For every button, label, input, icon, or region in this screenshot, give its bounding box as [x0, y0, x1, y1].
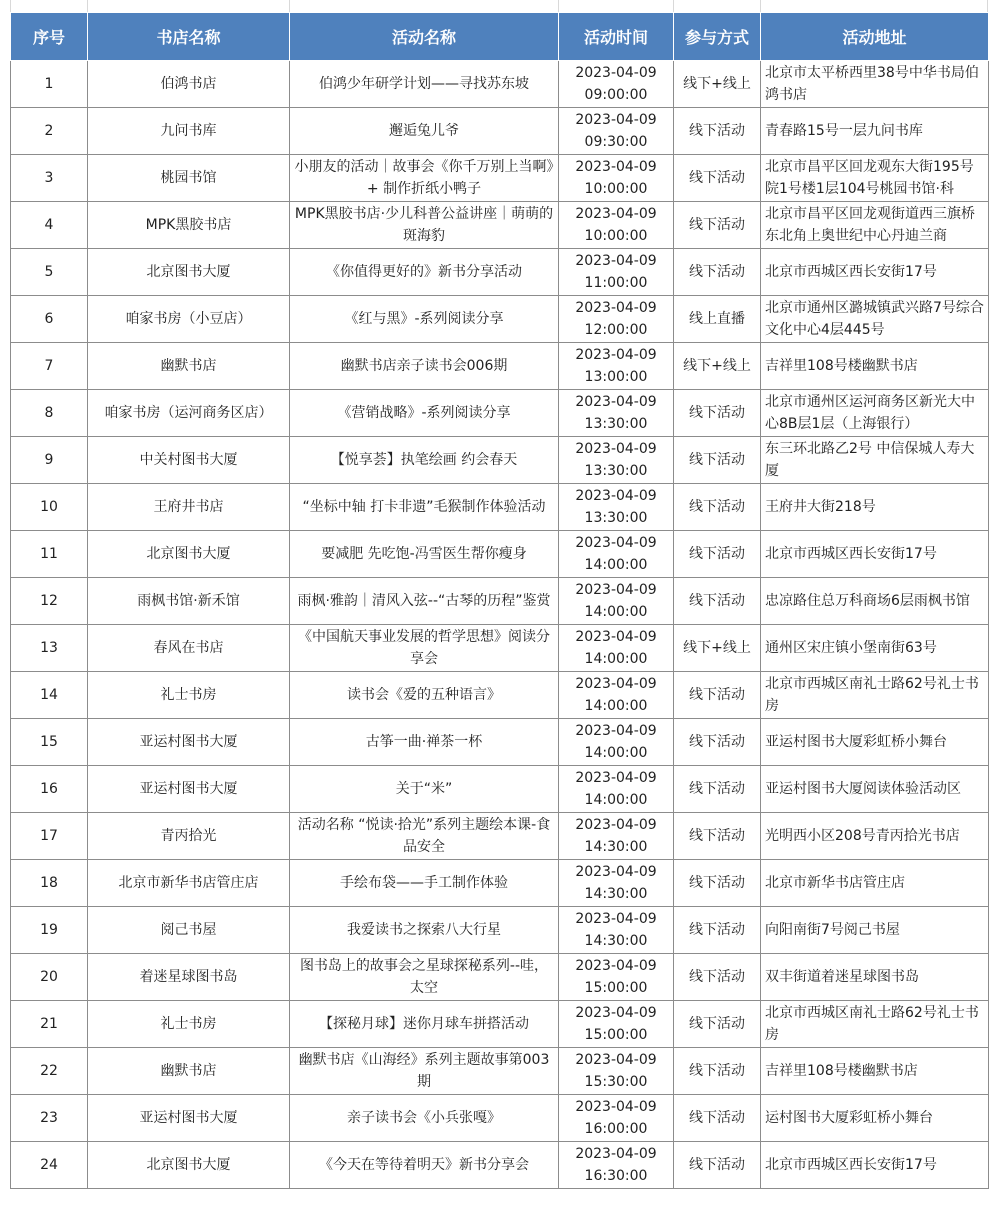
cell-date: 2023-04-09: [575, 1146, 657, 1162]
cell-store[interactable]: 阅己书屋: [88, 907, 290, 954]
cell-index[interactable]: 11: [11, 531, 88, 578]
cell-address[interactable]: 北京市昌平区回龙观东大街195号院1号楼1层104号桃园书馆·科: [761, 155, 989, 202]
cell-store[interactable]: 王府井书店: [88, 484, 290, 531]
cell-store[interactable]: 礼士书房: [88, 1001, 290, 1048]
header-index[interactable]: 序号: [11, 13, 88, 61]
cell-index[interactable]: 1: [11, 61, 88, 108]
cell-clock: 16:30:00: [584, 1168, 648, 1184]
cell-time[interactable]: [559, 155, 674, 202]
cell-store[interactable]: 亚运村图书大厦: [88, 766, 290, 813]
cell-store[interactable]: 亚运村图书大厦: [88, 719, 290, 766]
cell-date: 2023-04-09: [575, 394, 657, 410]
cell-mode[interactable]: 线下活动: [674, 766, 761, 813]
cell-clock: 13:30:00: [584, 416, 648, 432]
cell-index[interactable]: 21: [11, 1001, 88, 1048]
cell-index[interactable]: 6: [11, 296, 88, 343]
cell-event[interactable]: 读书会《爱的五种语言》: [290, 672, 559, 719]
cell-store[interactable]: 着迷星球图书岛: [88, 954, 290, 1001]
table-row: [11, 531, 989, 578]
cell-date: 2023-04-09: [575, 676, 657, 692]
cell-mode[interactable]: 线下活动: [674, 907, 761, 954]
cell-index[interactable]: 2: [11, 108, 88, 155]
cell-clock: 14:30:00: [584, 886, 648, 902]
cell-store[interactable]: 礼士书房: [88, 672, 290, 719]
cell-store[interactable]: 咱家书房（运河商务区店）: [88, 390, 290, 437]
cell-event[interactable]: 【悦享荟】执笔绘画 约会春天: [290, 437, 559, 484]
cell-clock: 13:30:00: [584, 463, 648, 479]
cell-mode[interactable]: 线下活动: [674, 202, 761, 249]
cell-event[interactable]: 要减肥 先吃饱-冯雪医生帮你瘦身: [290, 531, 559, 578]
table-row: [11, 625, 989, 672]
table-row: [11, 61, 989, 108]
cell-date: 2023-04-09: [575, 1005, 657, 1021]
cell-clock: 12:00:00: [584, 322, 648, 338]
header-mode[interactable]: 参与方式: [674, 13, 761, 61]
cell-store[interactable]: 桃园书馆: [88, 155, 290, 202]
header-event[interactable]: 活动名称: [290, 13, 559, 61]
cell-index[interactable]: 9: [11, 437, 88, 484]
cell-event[interactable]: 图书岛上的故事会之星球探秘系列--哇，太空: [290, 954, 559, 1001]
cell-event[interactable]: 亲子读书会《小兵张嘎》: [290, 1095, 559, 1142]
cell-event[interactable]: 活动名称 “悦读·拾光”系列主题绘本课-食品安全: [290, 813, 559, 860]
header-row: [11, 13, 989, 61]
cell-date: 2023-04-09: [575, 441, 657, 457]
cell-address[interactable]: 北京市昌平区回龙观街道西三旗桥东北角上奥世纪中心丹迪兰商: [761, 202, 989, 249]
cell-index[interactable]: 16: [11, 766, 88, 813]
cell-index[interactable]: 13: [11, 625, 88, 672]
cell-address[interactable]: 青春路15号一层九问书库: [761, 108, 989, 155]
cell-event[interactable]: 我爱读书之探索八大行星: [290, 907, 559, 954]
cell-mode[interactable]: 线下活动: [674, 578, 761, 625]
cell-address[interactable]: 亚运村图书大厦阅读体验活动区: [761, 766, 989, 813]
table-row: [11, 484, 989, 531]
cell-clock: 15:00:00: [584, 980, 648, 996]
cell-time[interactable]: [559, 907, 674, 954]
cell-index[interactable]: 20: [11, 954, 88, 1001]
cell-date: 2023-04-09: [575, 159, 657, 175]
cell-event[interactable]: 《你值得更好的》新书分享活动: [290, 249, 559, 296]
cell-mode[interactable]: 线下活动: [674, 437, 761, 484]
cell-time[interactable]: [559, 531, 674, 578]
table-row: [11, 108, 989, 155]
table-row: [11, 202, 989, 249]
events-table: [10, 12, 989, 1189]
cell-date: 2023-04-09: [575, 65, 657, 81]
cell-address[interactable]: 忠凉路住总万科商场6层雨枫书馆: [761, 578, 989, 625]
cell-time[interactable]: [559, 766, 674, 813]
cell-time[interactable]: [559, 672, 674, 719]
table-row: [11, 719, 989, 766]
table-row: [11, 437, 989, 484]
cell-address[interactable]: 王府井大街218号: [761, 484, 989, 531]
table-row: [11, 343, 989, 390]
cell-time[interactable]: [559, 390, 674, 437]
cell-store[interactable]: MPK黑胶书店: [88, 202, 290, 249]
cell-address[interactable]: 双丰街道着迷星球图书岛: [761, 954, 989, 1001]
cell-address[interactable]: 北京市西城区南礼士路62号礼士书房: [761, 672, 989, 719]
cell-index[interactable]: 15: [11, 719, 88, 766]
cell-event[interactable]: 幽默书店亲子读书会006期: [290, 343, 559, 390]
cell-store[interactable]: 北京图书大厦: [88, 531, 290, 578]
cell-clock: 14:00:00: [584, 557, 648, 573]
table-row: [11, 296, 989, 343]
cell-event[interactable]: 小朋友的活动｜故事会《你千万别上当啊》+ 制作折纸小鸭子: [290, 155, 559, 202]
cell-address[interactable]: 东三环北路乙2号 中信保城人寿大厦: [761, 437, 989, 484]
cell-date: 2023-04-09: [575, 582, 657, 598]
cell-index[interactable]: 4: [11, 202, 88, 249]
cell-event[interactable]: 古筝一曲·禅茶一杯: [290, 719, 559, 766]
cell-mode[interactable]: 线下活动: [674, 484, 761, 531]
cell-clock: 14:00:00: [584, 698, 648, 714]
cell-event[interactable]: 《营销战略》-系列阅读分享: [290, 390, 559, 437]
cell-index[interactable]: 3: [11, 155, 88, 202]
cell-event[interactable]: 《中国航天事业发展的哲学思想》阅读分享会: [290, 625, 559, 672]
cell-store[interactable]: 九问书库: [88, 108, 290, 155]
table-row: [11, 1095, 989, 1142]
cell-mode[interactable]: 线下活动: [674, 672, 761, 719]
cell-clock: 14:30:00: [584, 839, 648, 855]
cell-date: 2023-04-09: [575, 488, 657, 504]
cell-mode[interactable]: 线下+线上: [674, 625, 761, 672]
cell-event[interactable]: “坐标中轴 打卡非遗”毛猴制作体验活动: [290, 484, 559, 531]
cell-clock: 15:30:00: [584, 1074, 648, 1090]
cell-clock: 16:00:00: [584, 1121, 648, 1137]
cell-address[interactable]: 运村图书大厦彩虹桥小舞台: [761, 1095, 989, 1142]
cell-time[interactable]: [559, 296, 674, 343]
cell-time[interactable]: [559, 578, 674, 625]
table-row: [11, 813, 989, 860]
table-row: [11, 578, 989, 625]
cell-address[interactable]: 光明西小区208号青丙拾光书店: [761, 813, 989, 860]
cell-event[interactable]: 手绘布袋——手工制作体验: [290, 860, 559, 907]
cell-index[interactable]: 14: [11, 672, 88, 719]
cell-time[interactable]: [559, 1095, 674, 1142]
cell-time[interactable]: [559, 719, 674, 766]
cell-time[interactable]: [559, 202, 674, 249]
cell-mode[interactable]: 线下活动: [674, 1001, 761, 1048]
cell-clock: 14:00:00: [584, 604, 648, 620]
cell-index[interactable]: 22: [11, 1048, 88, 1095]
cell-store[interactable]: 北京图书大厦: [88, 1142, 290, 1189]
cell-date: 2023-04-09: [575, 253, 657, 269]
cell-index[interactable]: 23: [11, 1095, 88, 1142]
cell-time[interactable]: [559, 954, 674, 1001]
cell-store[interactable]: 咱家书房（小豆店）: [88, 296, 290, 343]
cell-clock: 14:30:00: [584, 933, 648, 949]
cell-date: 2023-04-09: [575, 535, 657, 551]
cell-time[interactable]: [559, 249, 674, 296]
cell-address[interactable]: 吉祥里108号楼幽默书店: [761, 1048, 989, 1095]
cell-clock: 14:00:00: [584, 651, 648, 667]
cell-mode[interactable]: 线下活动: [674, 1095, 761, 1142]
cell-clock: 13:30:00: [584, 510, 648, 526]
cell-store[interactable]: 幽默书店: [88, 343, 290, 390]
cell-address[interactable]: 北京市西城区西长安街17号: [761, 1142, 989, 1189]
cell-clock: 11:00:00: [584, 275, 648, 291]
cell-index[interactable]: 24: [11, 1142, 88, 1189]
table-row: [11, 907, 989, 954]
cell-store[interactable]: 北京市新华书店管庄店: [88, 860, 290, 907]
cell-event[interactable]: 雨枫·雅韵｜清风入弦--“古琴的历程”鉴赏: [290, 578, 559, 625]
cell-index[interactable]: 12: [11, 578, 88, 625]
cell-mode[interactable]: 线下活动: [674, 860, 761, 907]
cell-date: 2023-04-09: [575, 817, 657, 833]
cell-date: 2023-04-09: [575, 629, 657, 645]
cell-time[interactable]: [559, 484, 674, 531]
cell-date: 2023-04-09: [575, 112, 657, 128]
sheet-top-gridlines: [0, 0, 1000, 12]
cell-index[interactable]: 5: [11, 249, 88, 296]
cell-event[interactable]: 《今天在等待着明天》新书分享会: [290, 1142, 559, 1189]
cell-time[interactable]: [559, 625, 674, 672]
cell-event[interactable]: 【探秘月球】迷你月球车拼搭活动: [290, 1001, 559, 1048]
cell-store[interactable]: 春风在书店: [88, 625, 290, 672]
header-address[interactable]: 活动地址: [761, 13, 989, 61]
cell-index[interactable]: 8: [11, 390, 88, 437]
table-row: [11, 1001, 989, 1048]
cell-address[interactable]: 北京市通州区潞城镇武兴路7号综合文化中心4层445号: [761, 296, 989, 343]
cell-date: 2023-04-09: [575, 206, 657, 222]
cell-time[interactable]: [559, 108, 674, 155]
cell-time[interactable]: [559, 343, 674, 390]
cell-time[interactable]: [559, 437, 674, 484]
table-row: [11, 155, 989, 202]
cell-address[interactable]: 北京市太平桥西里38号中华书局伯鸿书店: [761, 61, 989, 108]
sheet-bottom-edge: [0, 1200, 1000, 1208]
table-row: [11, 390, 989, 437]
cell-clock: 10:00:00: [584, 228, 648, 244]
cell-clock: 15:00:00: [584, 1027, 648, 1043]
cell-date: 2023-04-09: [575, 1099, 657, 1115]
cell-address[interactable]: 北京市新华书店管庄店: [761, 860, 989, 907]
cell-mode[interactable]: 线下活动: [674, 1048, 761, 1095]
cell-mode[interactable]: 线下活动: [674, 954, 761, 1001]
cell-store[interactable]: 亚运村图书大厦: [88, 1095, 290, 1142]
cell-clock: 14:00:00: [584, 792, 648, 808]
cell-store[interactable]: 青丙拾光: [88, 813, 290, 860]
table-row: [11, 1142, 989, 1189]
cell-index[interactable]: 7: [11, 343, 88, 390]
cell-date: 2023-04-09: [575, 864, 657, 880]
cell-date: 2023-04-09: [575, 300, 657, 316]
cell-address[interactable]: 吉祥里108号楼幽默书店: [761, 343, 989, 390]
cell-time[interactable]: [559, 1001, 674, 1048]
cell-date: 2023-04-09: [575, 958, 657, 974]
cell-index[interactable]: 10: [11, 484, 88, 531]
table-row: [11, 860, 989, 907]
cell-address[interactable]: 北京市西城区南礼士路62号礼士书房: [761, 1001, 989, 1048]
cell-clock: 09:30:00: [584, 134, 648, 150]
cell-mode[interactable]: 线下+线上: [674, 343, 761, 390]
cell-clock: 09:00:00: [584, 87, 648, 103]
cell-date: 2023-04-09: [575, 770, 657, 786]
table-row: [11, 1048, 989, 1095]
cell-address[interactable]: 北京市通州区运河商务区新光大中心8B层1层（上海银行）: [761, 390, 989, 437]
cell-event[interactable]: 邂逅兔儿爷: [290, 108, 559, 155]
cell-store[interactable]: 雨枫书馆·新禾馆: [88, 578, 290, 625]
cell-address[interactable]: 向阳南街7号阅己书屋: [761, 907, 989, 954]
cell-date: 2023-04-09: [575, 1052, 657, 1068]
table-row: [11, 954, 989, 1001]
cell-address[interactable]: 北京市西城区西长安街17号: [761, 531, 989, 578]
cell-address[interactable]: 亚运村图书大厦彩虹桥小舞台: [761, 719, 989, 766]
table-row: [11, 766, 989, 813]
cell-date: 2023-04-09: [575, 911, 657, 927]
cell-time[interactable]: [559, 813, 674, 860]
cell-date: 2023-04-09: [575, 347, 657, 363]
cell-time[interactable]: [559, 61, 674, 108]
table-row: [11, 249, 989, 296]
cell-time[interactable]: [559, 860, 674, 907]
cell-mode[interactable]: 线下活动: [674, 108, 761, 155]
cell-address[interactable]: 通州区宋庄镇小堡南街63号: [761, 625, 989, 672]
cell-event[interactable]: 《红与黑》-系列阅读分享: [290, 296, 559, 343]
cell-mode[interactable]: 线下活动: [674, 249, 761, 296]
cell-clock: 13:00:00: [584, 369, 648, 385]
cell-date: 2023-04-09: [575, 723, 657, 739]
cell-mode[interactable]: 线下活动: [674, 813, 761, 860]
cell-store[interactable]: 中关村图书大厦: [88, 437, 290, 484]
cell-store[interactable]: 伯鸿书店: [88, 61, 290, 108]
cell-mode[interactable]: 线下活动: [674, 719, 761, 766]
header-store[interactable]: 书店名称: [88, 13, 290, 61]
cell-time[interactable]: [559, 1142, 674, 1189]
cell-event[interactable]: 关于“米”: [290, 766, 559, 813]
table-row: [11, 672, 989, 719]
cell-clock: 14:00:00: [584, 745, 648, 761]
cell-event[interactable]: 幽默书店《山海经》系列主题故事第003期: [290, 1048, 559, 1095]
cell-mode[interactable]: 线上直播: [674, 296, 761, 343]
cell-mode[interactable]: 线下活动: [674, 1142, 761, 1189]
header-time[interactable]: 活动时间: [559, 13, 674, 61]
cell-event[interactable]: 伯鸿少年研学计划——寻找苏东坡: [290, 61, 559, 108]
cell-mode[interactable]: 线下+线上: [674, 61, 761, 108]
cell-time[interactable]: [559, 1048, 674, 1095]
cell-store[interactable]: 北京图书大厦: [88, 249, 290, 296]
cell-store[interactable]: 幽默书店: [88, 1048, 290, 1095]
cell-index[interactable]: 17: [11, 813, 88, 860]
cell-index[interactable]: 19: [11, 907, 88, 954]
cell-event[interactable]: MPK黑胶书店·少儿科普公益讲座｜萌萌的斑海豹: [290, 202, 559, 249]
cell-address[interactable]: 北京市西城区西长安街17号: [761, 249, 989, 296]
cell-mode[interactable]: 线下活动: [674, 155, 761, 202]
cell-mode[interactable]: 线下活动: [674, 531, 761, 578]
cell-clock: 10:00:00: [584, 181, 648, 197]
cell-mode[interactable]: 线下活动: [674, 390, 761, 437]
cell-index[interactable]: 18: [11, 860, 88, 907]
